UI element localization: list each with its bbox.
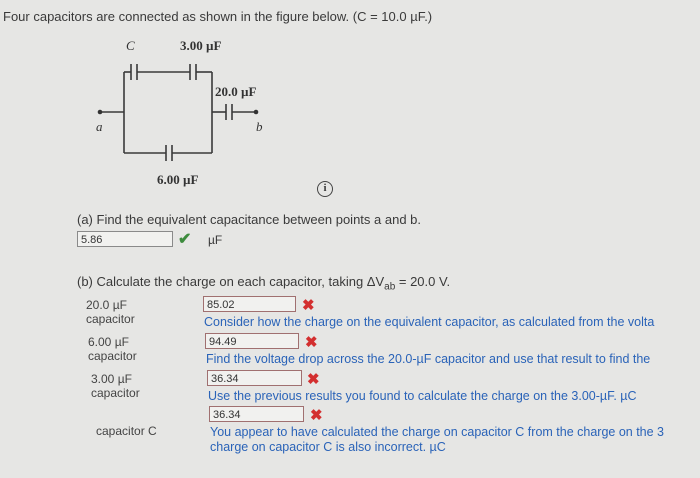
row-3uf-label — [91, 372, 140, 400]
row-6uf-answer-field[interactable]: 94.49 — [205, 333, 299, 349]
part-b-question-sub: ab — [384, 281, 396, 293]
part-b-question — [77, 274, 450, 293]
problem-statement: Four capacitors are connected as shown in the figure below. (C = 10.0 µF.) — [3, 9, 433, 24]
row-3uf-label-line1: 3.00 µF — [91, 372, 132, 386]
info-icon[interactable]: i — [317, 181, 333, 197]
terminal-b-dot — [254, 110, 259, 115]
row-20uf-label-line2: capacitor — [86, 312, 135, 326]
row-6uf-label-line2: capacitor — [88, 349, 137, 363]
label-b: b — [256, 119, 263, 134]
row-c-hint-line2: charge on capacitor C is also incorrect. µC — [210, 440, 446, 454]
row-3uf-hint: Use the previous results you found to calculate the charge on the 3.00-µF. µC — [208, 389, 637, 403]
row-20uf-label-line1: 20.0 µF — [86, 298, 127, 312]
label-6uf: 6.00 µF — [157, 172, 199, 187]
row-6uf-label-line1: 6.00 µF — [88, 335, 129, 349]
part-b-question-prefix: (b) Calculate the charge on each capacitor, taking ΔV — [77, 274, 385, 289]
part-b-question-suffix: = 20.0 V. — [395, 274, 451, 289]
row-20uf-label — [86, 298, 135, 326]
row-20uf-hint: Consider how the charge on the equivalent capacitor, as calculated from the volta — [204, 315, 655, 329]
row-6uf-hint: Find the voltage drop across the 20.0-µF capacitor and use that result to find the — [206, 352, 651, 366]
row-3uf-label-line2: capacitor — [91, 386, 140, 400]
row-c-answer-field[interactable]: 36.34 — [209, 406, 304, 422]
label-a: a — [96, 119, 103, 134]
row-20uf-answer-field[interactable]: 85.02 — [203, 296, 296, 312]
row-3uf-incorrect-icon: ✖ — [307, 371, 320, 388]
terminal-a-dot — [98, 110, 103, 115]
row-6uf-incorrect-icon: ✖ — [305, 334, 318, 351]
row-3uf-answer-field[interactable]: 36.34 — [207, 370, 302, 386]
row-6uf-label — [88, 335, 137, 363]
part-a-question: (a) Find the equivalent capacitance between points a and b. — [77, 212, 422, 227]
row-c-hint: You appear to have calculated the charge on capacitor C from the charge on the 3 — [210, 425, 665, 439]
correct-check-icon: ✔ — [178, 231, 192, 248]
part-a-answer-field[interactable]: 5.86 — [77, 231, 173, 247]
row-c-label: capacitor C — [96, 424, 157, 438]
label-3uf: 3.00 µF — [180, 38, 222, 53]
part-a-unit: µF — [208, 233, 223, 247]
label-20uf: 20.0 µF — [215, 84, 257, 99]
row-c-incorrect-icon: ✖ — [310, 407, 323, 424]
row-20uf-incorrect-icon: ✖ — [302, 297, 315, 314]
label-c: C — [126, 38, 135, 53]
